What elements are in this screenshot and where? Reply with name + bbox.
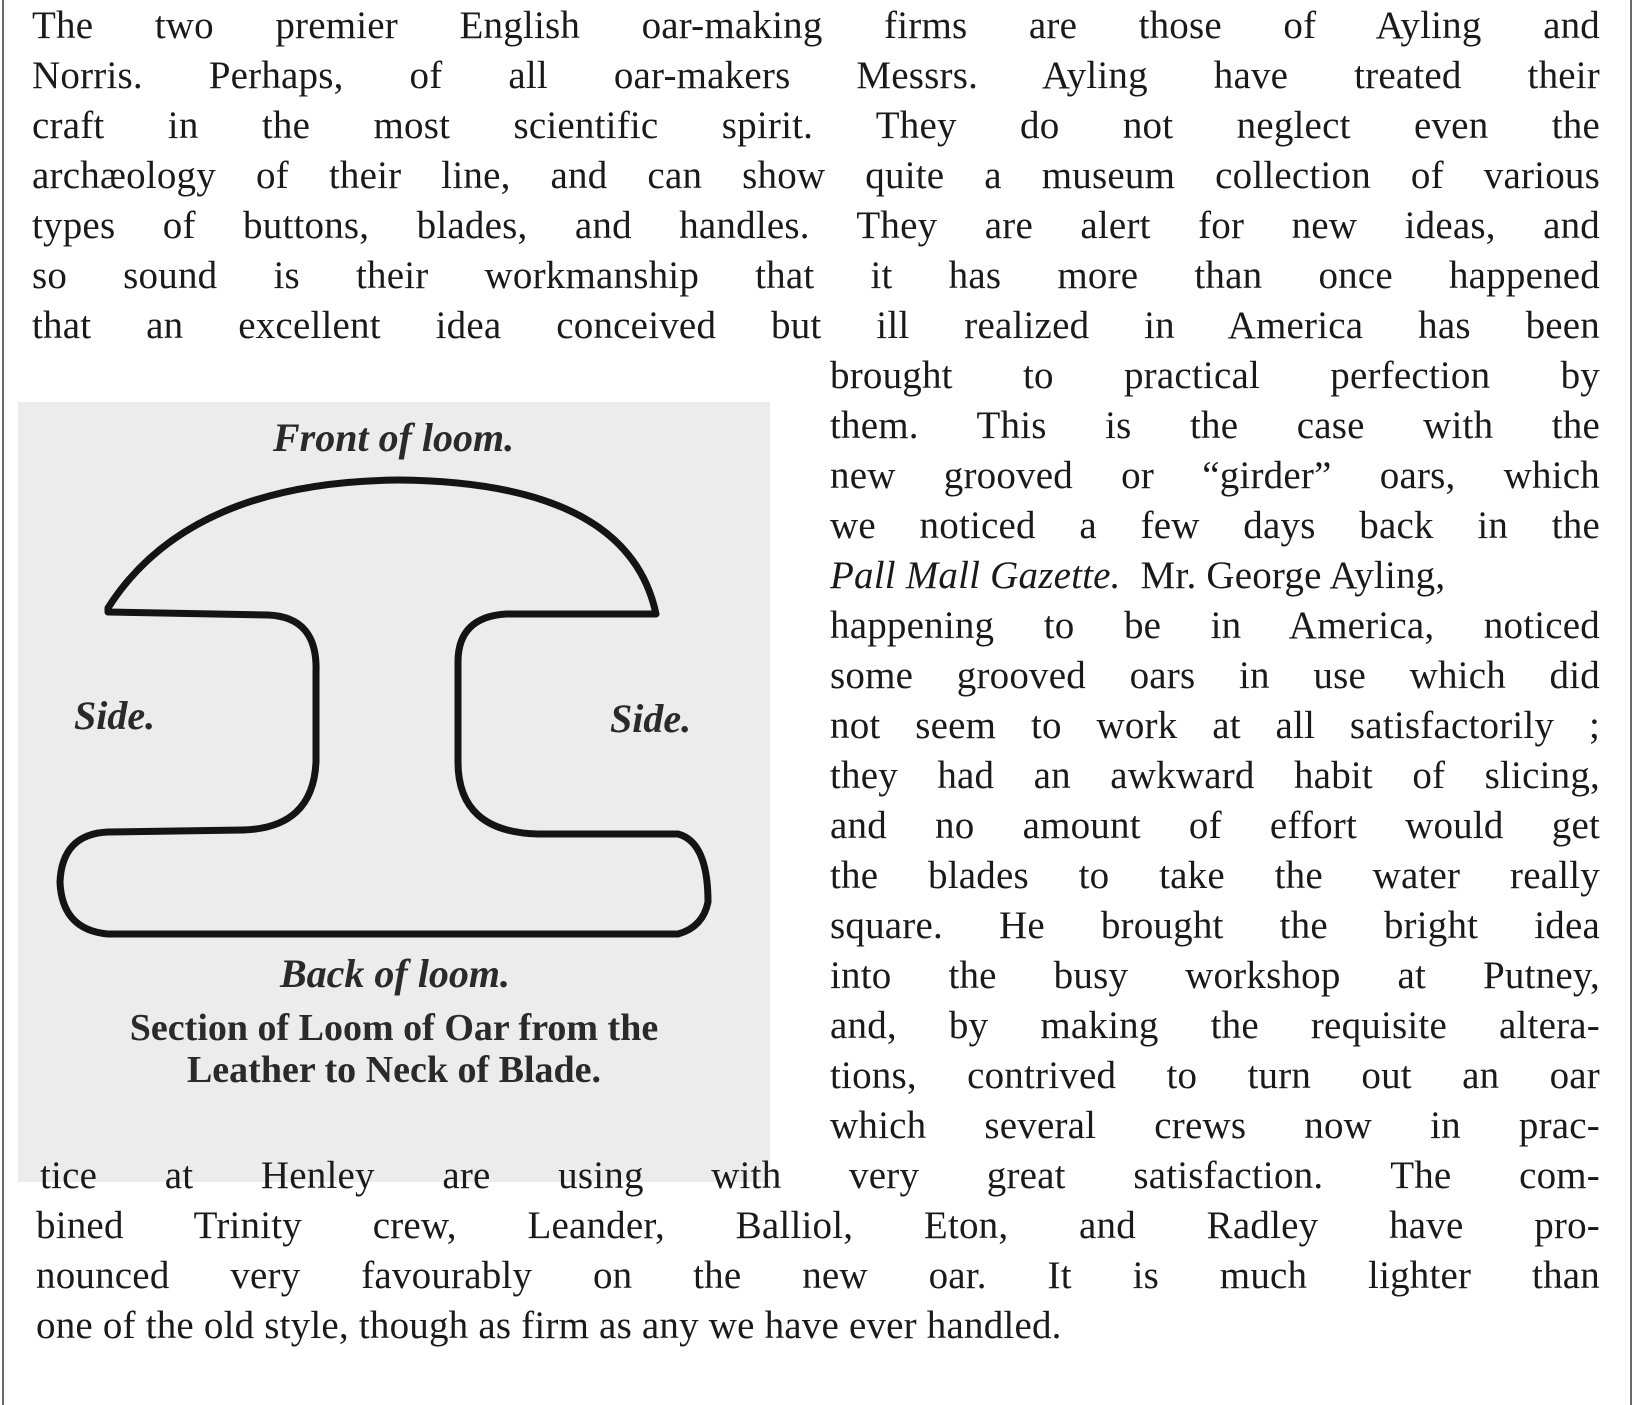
- figure-caption-line-1: Section of Loom of Oar from the: [129, 1007, 659, 1049]
- label-side-right: Side.: [610, 696, 692, 741]
- text-line: square. He brought the bright idea: [830, 904, 1600, 947]
- text-line: Norris. Perhaps, of all oar-makers Messrs. Ayling have treated their: [32, 54, 1600, 97]
- text-line: bined Trinity crew, Leander, Balliol, Eton, and Radley have pro-: [36, 1204, 1600, 1247]
- figure-caption-line-2: Leather to Neck of Blade.: [186, 1049, 602, 1091]
- text-line: and, by making the requisite altera-: [830, 1004, 1600, 1047]
- text-line: new grooved or “girder” oars, which: [830, 454, 1600, 497]
- text-line: tions, contrived to turn out an oar: [830, 1054, 1600, 1097]
- loom-section-figure: [18, 402, 770, 1182]
- text-line: brought to practical perfection by: [830, 354, 1600, 397]
- text-line: which several crews now in prac-: [830, 1104, 1600, 1147]
- text-line: types of buttons, blades, and handles. They are alert for new ideas, and: [32, 204, 1600, 247]
- text-line: craft in the most scientific spirit. They do not neglect even the: [32, 104, 1600, 147]
- text-line: happening to be in America, noticed: [830, 604, 1600, 647]
- text-line: into the busy workshop at Putney,: [830, 954, 1600, 997]
- text-line: that an excellent idea conceived but ill realized in America has been: [32, 304, 1600, 347]
- label-front-of-loom: Front of loom.: [273, 415, 515, 460]
- text-fragment: Mr. George Ayling,: [1140, 554, 1446, 597]
- publication-title: Pall Mall Gazette.: [830, 554, 1121, 597]
- text-line: they had an awkward habit of slicing,: [830, 754, 1600, 797]
- text-line: archæology of their line, and can show quite a museum collection of various: [32, 154, 1600, 197]
- text-line: them. This is the case with the: [830, 404, 1600, 447]
- text-line: we noticed a few days back in the: [830, 504, 1600, 547]
- label-side-left: Side.: [74, 693, 156, 738]
- text-line: not seem to work at all satisfactorily ;: [830, 704, 1600, 747]
- label-back-of-loom: Back of loom.: [280, 951, 510, 996]
- text-line: so sound is their workmanship that it has more than once happened: [32, 254, 1600, 297]
- text-line: the blades to take the water really: [830, 854, 1600, 897]
- left-column-rule: [2, 0, 4, 1405]
- text-line: some grooved oars in use which did: [830, 654, 1600, 697]
- text-line: tice at Henley are using with very great satisfaction. The com-: [40, 1154, 1600, 1197]
- right-column-rule: [1630, 0, 1632, 1405]
- text-line: and no amount of effort would get: [830, 804, 1600, 847]
- text-line: The two premier English oar-making firms are those of Ayling and: [32, 4, 1600, 47]
- text-line: one of the old style, though as firm as any we have ever handled.: [36, 1304, 1062, 1347]
- text-line: [830, 550, 1600, 602]
- text-line: nounced very favourably on the new oar. It is much lighter than: [36, 1254, 1600, 1297]
